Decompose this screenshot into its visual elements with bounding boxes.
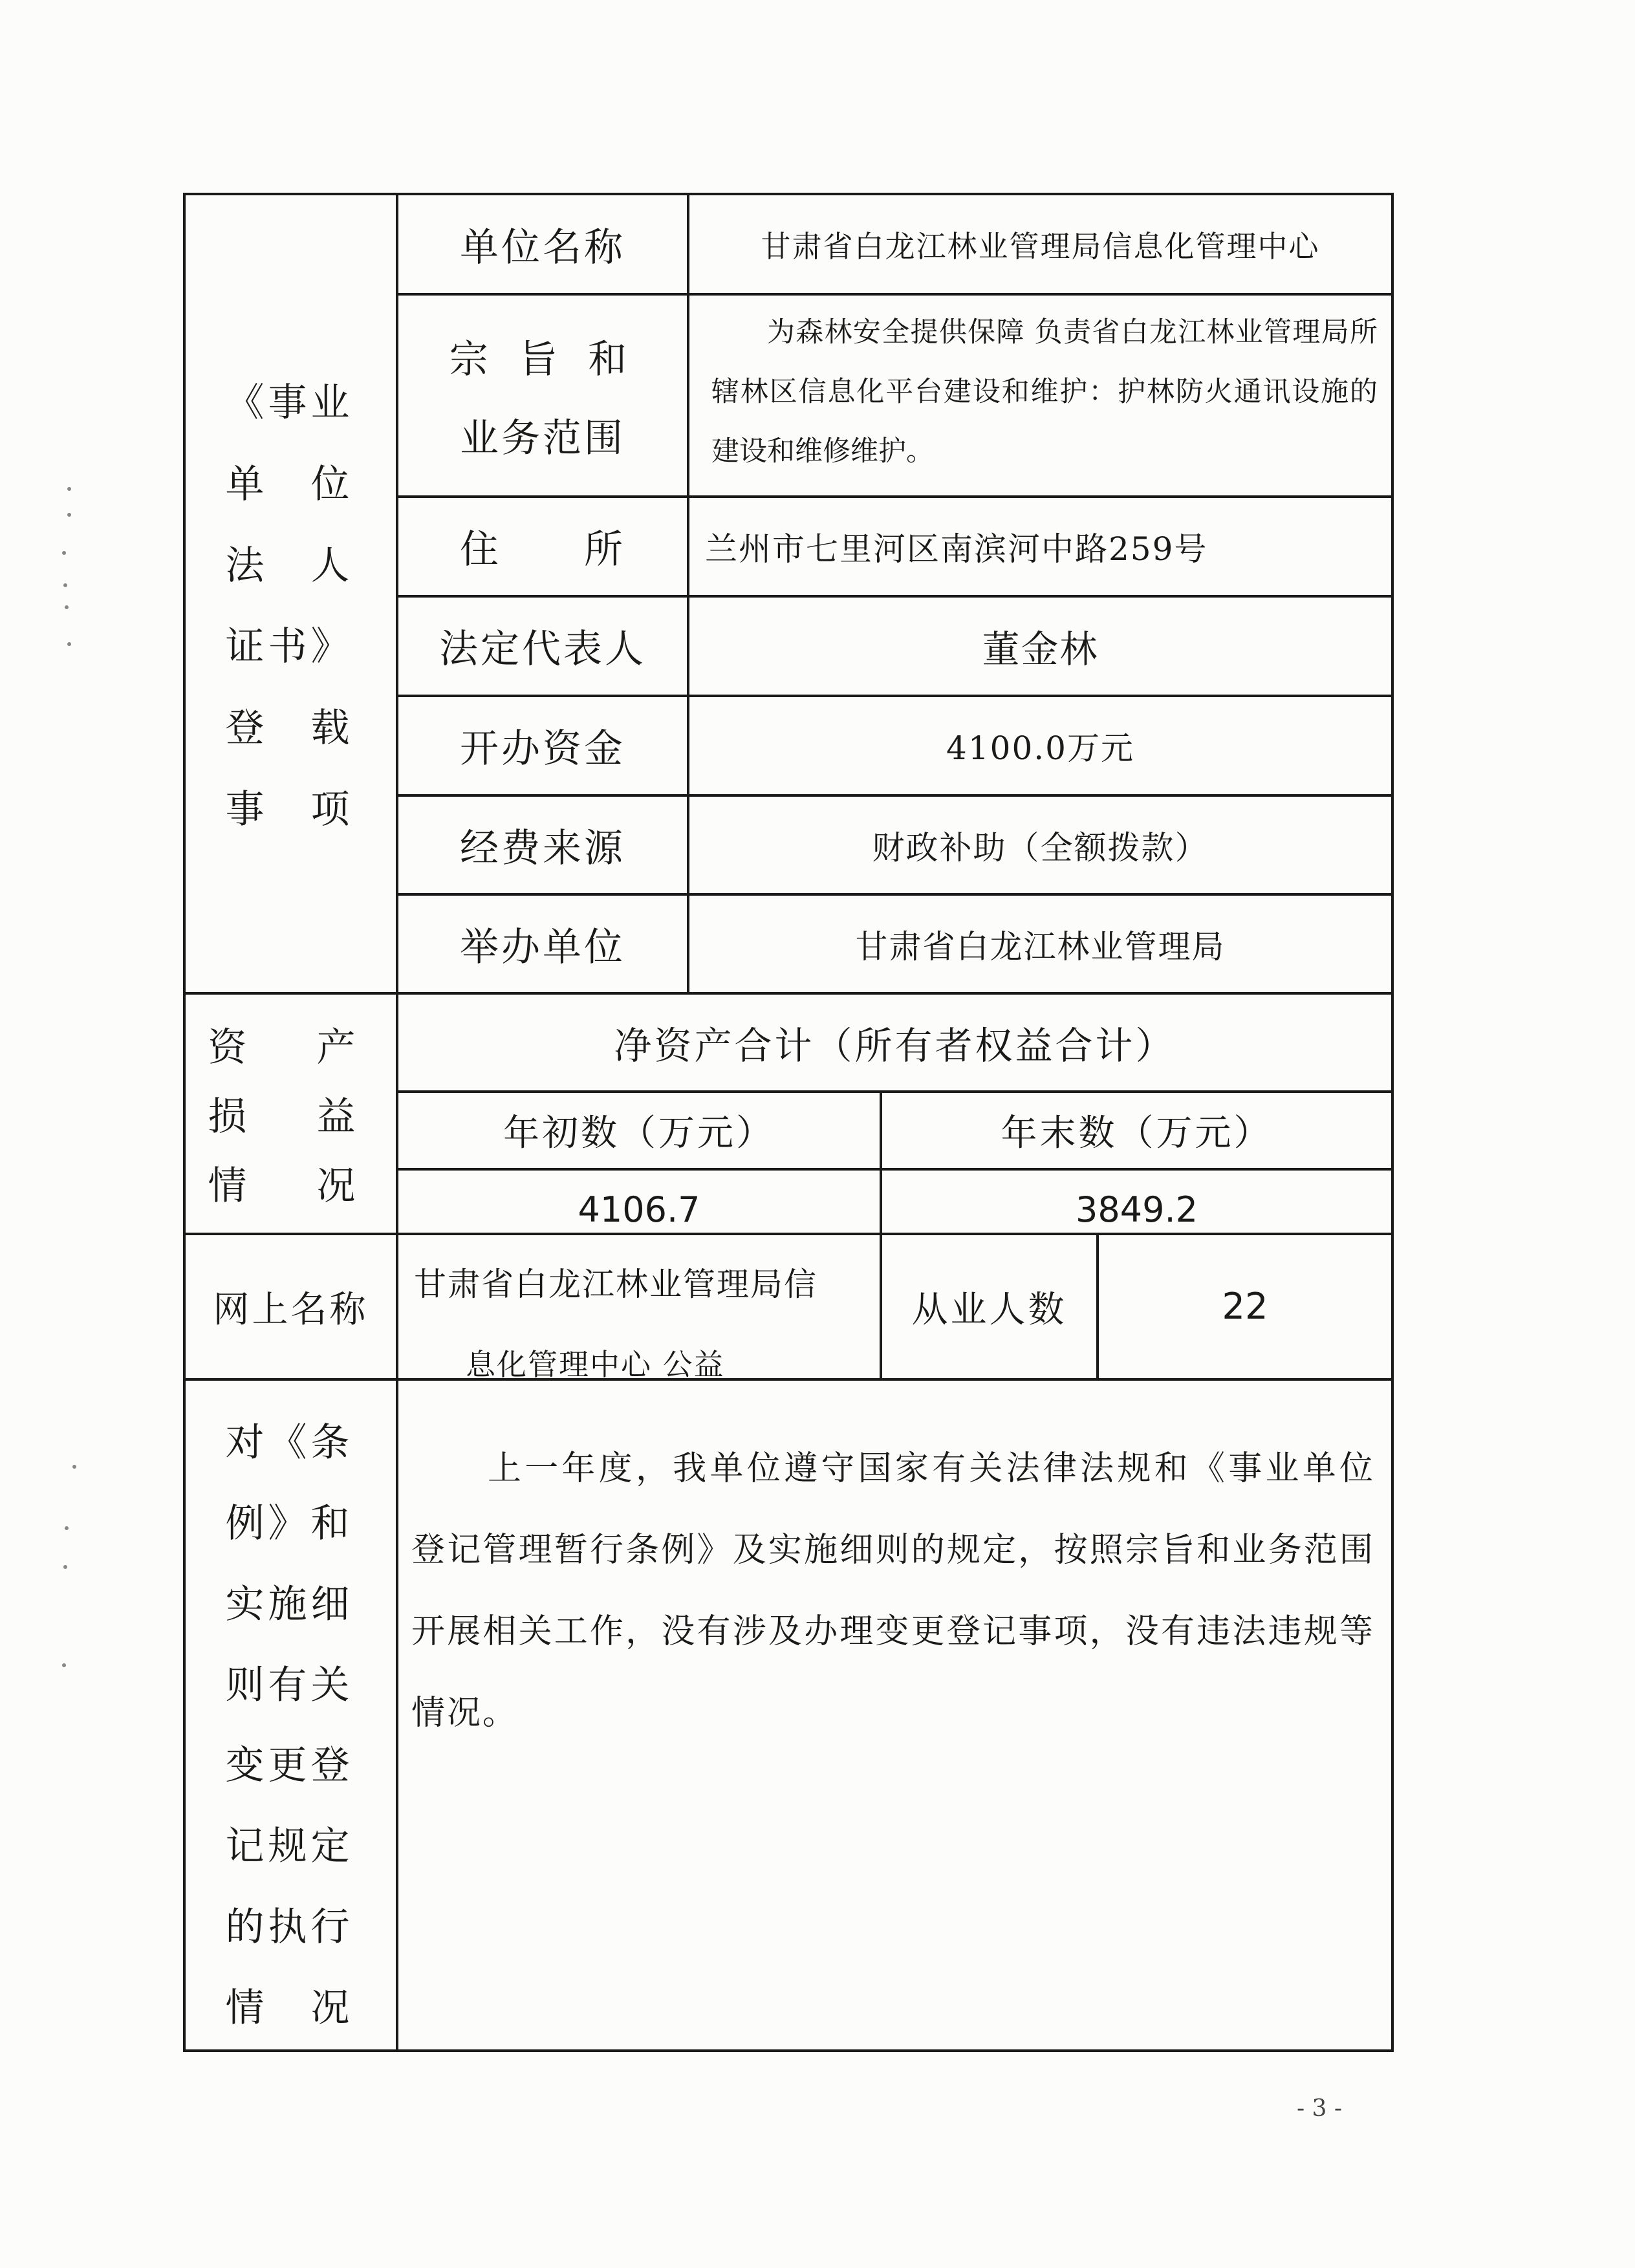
unit-name-label: 单位名称 xyxy=(460,224,625,270)
section-title-line: 实施细 xyxy=(225,1581,354,1627)
section-title-line: 《事业 xyxy=(225,380,354,426)
section-title-line: 事 项 xyxy=(225,786,354,832)
section-title-line: 例》和 xyxy=(225,1500,354,1546)
net-assets-header: 净资产合计（所有者权益合计） xyxy=(614,1024,1176,1068)
purpose-label-line: 业务范围 xyxy=(460,415,625,461)
funding-source-value: 财政补助（全额拨款） xyxy=(872,828,1209,867)
address-value: 兰州市七里河区南滨河中路259号 xyxy=(705,530,1208,568)
online-name-value xyxy=(398,1235,880,1382)
online-name-line: 息化管理中心 公益 xyxy=(466,1347,725,1382)
end-of-year-label: 年末数（万元） xyxy=(1001,1112,1273,1154)
end-of-year-value: 3849.2 xyxy=(1076,1189,1198,1230)
page-number: - 3 - xyxy=(1296,2095,1343,2122)
online-name-label: 网上名称 xyxy=(213,1288,369,1331)
section-title-line: 则有关 xyxy=(225,1662,354,1708)
purpose-value: 为森林安全提供保障 负责省白龙江林业管理局所辖林区信息化平台建设和维护：护林防火通讯设施的建设和维修维护。 xyxy=(711,316,1378,468)
sponsor-label: 举办单位 xyxy=(460,924,625,970)
start-of-year-value: 4106.7 xyxy=(578,1189,700,1230)
section-title-line: 情 况 xyxy=(225,1985,354,2031)
section-title-line: 登 载 xyxy=(225,706,354,751)
section-title-line: 记规定 xyxy=(225,1824,354,1870)
section-title-line: 损 益 xyxy=(208,1094,371,1139)
legal-rep-label: 法定代表人 xyxy=(439,627,646,672)
staff-count-value: 22 xyxy=(1222,1286,1268,1328)
capital-label: 开办资金 xyxy=(460,726,625,772)
section-title-line: 的执行 xyxy=(225,1905,354,1950)
legal-rep-value: 董金林 xyxy=(982,627,1099,671)
section-title-line: 资 产 xyxy=(208,1025,371,1070)
sponsor-value: 甘肃省白龙江林业管理局 xyxy=(855,927,1226,966)
unit-name-value: 甘肃省白龙江林业管理局信息化管理中心 xyxy=(761,228,1320,264)
section-title-line: 变更登 xyxy=(225,1743,354,1789)
section-title-line: 情 况 xyxy=(208,1163,371,1209)
funding-source-label: 经费来源 xyxy=(460,825,625,871)
registration-section-title xyxy=(183,372,396,834)
capital-value: 4100.0万元 xyxy=(946,729,1134,767)
section-title-line: 法 人 xyxy=(225,543,354,589)
start-of-year-label: 年初数（万元） xyxy=(503,1112,775,1154)
section-title-line: 对《条 xyxy=(225,1420,354,1465)
compliance-section-title xyxy=(183,1412,396,2033)
section-title-line: 证书》 xyxy=(225,624,354,670)
assets-section-title xyxy=(183,1017,396,1211)
section-title-line: 单 位 xyxy=(225,461,354,507)
purpose-label-line: 宗 旨 和 xyxy=(449,336,636,382)
online-name-line: 甘肃省白龙江林业管理局信 xyxy=(414,1266,817,1303)
address-label: 住 所 xyxy=(460,527,625,572)
purpose-label xyxy=(398,296,687,495)
staff-count-label: 从业人数 xyxy=(911,1288,1067,1331)
compliance-text: 上一年度，我单位遵守国家有关法律法规和《事业单位登记管理暂行条例》及实施细则的规定，按照宗旨和业务范围开展相关工作，没有涉及办理变更登记事项，没有违法违规等情况。 xyxy=(411,1449,1375,1733)
